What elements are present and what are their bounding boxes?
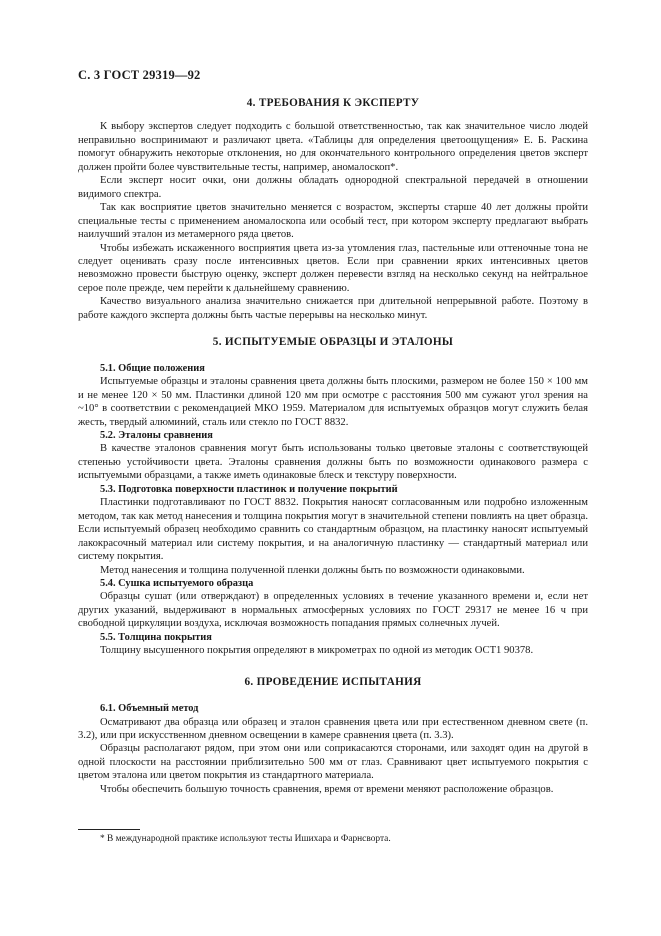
subsection-6-1-paragraph: Образцы располагают рядом, при этом они или соприкасаются сторонами, или заходят один на другой в одной плоскости на расстоянии приблизительно 500 мм от глаз. Сравнивают цвет испытуемого покрытия с цветом эталона или цветом покрытия из стандартного материала. (78, 743, 588, 782)
section-4-paragraph: Если эксперт носит очки, они должны обладать однородной спектральной передачей в отношении видимого спектра. (78, 175, 588, 200)
subsection-5-2-heading: 5.2. Эталоны сравнения (100, 429, 213, 441)
subsection-5-3-text: Метод нанесения и толщина полученной пленки должны быть по возможности одинаковыми. (100, 564, 525, 576)
page-header: С. 3 ГОСТ 29319—92 (78, 68, 201, 82)
footnote-divider (78, 829, 140, 830)
section-4-paragraph: Так как восприятие цветов значительно меняется с возрастом, эксперты старше 40 лет должны пройти специальные тесты с применением аномалоскопа или особый тест, при котором эксперту предлагают выбрать наилучший эталон из метамерного ряда цветов. (78, 202, 588, 241)
section-4-title: 4. ТРЕБОВАНИЯ К ЭКСПЕРТУ (246, 97, 420, 109)
page-content (78, 92, 588, 796)
section-5-title: 5. ИСПЫТУЕМЫЕ ОБРАЗЦЫ И ЭТАЛОНЫ (212, 336, 454, 349)
subsection-5-4-text: Образцы сушат (или отверждают) в определенных условиях в течение указанного времени и, если нет других указаний, выдерживают в нормальных атмосферных условиях по ГОСТ 29317 не менее 16 ч при свободной циркуляции воздуха, исключая возможность попадания прямых солнечных лучей. (78, 591, 588, 630)
section-4-paragraph: К выбору экспертов следует подходить с большой ответственностью, так как значительное число людей неправильно воспринимают и различают цвета. «Таблицы для определения цветоощущения» Е. Б. Раскина помогут обнаружить некоторые отклонения, но для окончательного контрольного определения цветов эксперт должен пройти более чувствительные тесты, например, аномалоскоп*. (78, 121, 588, 173)
subsection-5-5-text: Толщину высушенного покрытия определяют в микрометрах по одной из методик ОСТ1 90378. (100, 645, 534, 657)
subsection-5-5-heading: 5.5. Толщина покрытия (100, 631, 212, 643)
section-6-title: 6. ПРОВЕДЕНИЕ ИСПЫТАНИЯ (244, 675, 422, 688)
subsection-5-3-text: Пластинки подготавливают по ГОСТ 8832. Покрытия наносят согласованным или подробно изложенным методом, так как метод нанесения и толщина покрытия могут в значительной степени повлиять на цвет образца. Если испытуемый образец необходимо сравнить со стандартным образцом, на пластинку наносят испытуемый лакокрасочный материал или систему покрытия, и на аналогичную пластинку — стандартный материал или систему покрытия. (78, 497, 588, 563)
footnote: * В международной практике используют тесты Ишихара и Фарнсворта. (100, 834, 391, 844)
section-4-paragraph: Чтобы избежать искаженного восприятия цвета из-за утомления глаз, пастельные или оттеночные тона не следует оценивать сразу после интенсивных цветов. Если при сравнении ярких интенсивных цветов невозможно провести быструю оценку, эксперт должен перевести взгляд на несколько секунд на нейтральное серое поле прежде, чем перейти к дальнейшему сравнению. (78, 242, 588, 294)
section-4-paragraph: Качество визуального анализа значительно снижается при длительной непрерывной работе. Поэтому в работе каждого эксперта должны быть частые перерывы на несколько минут. (78, 296, 588, 321)
subsection-5-2-text: В качестве эталонов сравнения могут быть использованы только цветовые эталоны с соответствующей степенью устойчивости цвета. Эталоны сравнения должны быть по возможности одинакового размера с испытуемыми образцами, а также иметь одинаковые блеск и текстуру поверхности. (78, 443, 588, 482)
subsection-6-1-paragraph: Чтобы обеспечить большую точность сравнения, время от времени меняют расположение образцов. (100, 783, 554, 795)
subsection-5-1-heading: 5.1. Общие положения (100, 362, 205, 374)
subsection-6-1-paragraph: Осматривают два образца или образец и эталон сравнения цвета или при естественном дневном свете (п. 3.2), или при искусственном дневном освещении в камере сравнения цвета (п. 3.3). (78, 716, 588, 742)
subsection-5-1-text: Испытуемые образцы и эталоны сравнения цвета должны быть плоскими, размером не более 150 × 100 мм и не менее 120 × 50 мм. Пластинки длиной 120 мм при осмотре с расстояния 500 мм сужают угол зрения на ~10° в соответствии с рекомендацией МКО 1959. Материалом для испытуемых образцов могут служить белая жесть, твердый алюминий, сталь или стекло по ГОСТ 8832. (78, 376, 588, 428)
subsection-6-1-heading: 6.1. Объемный метод (100, 703, 199, 715)
subsection-5-4-heading: 5.4. Сушка испытуемого образца (100, 577, 254, 589)
subsection-5-3-heading: 5.3. Подготовка поверхности пластинок и получение покрытий (100, 483, 398, 495)
